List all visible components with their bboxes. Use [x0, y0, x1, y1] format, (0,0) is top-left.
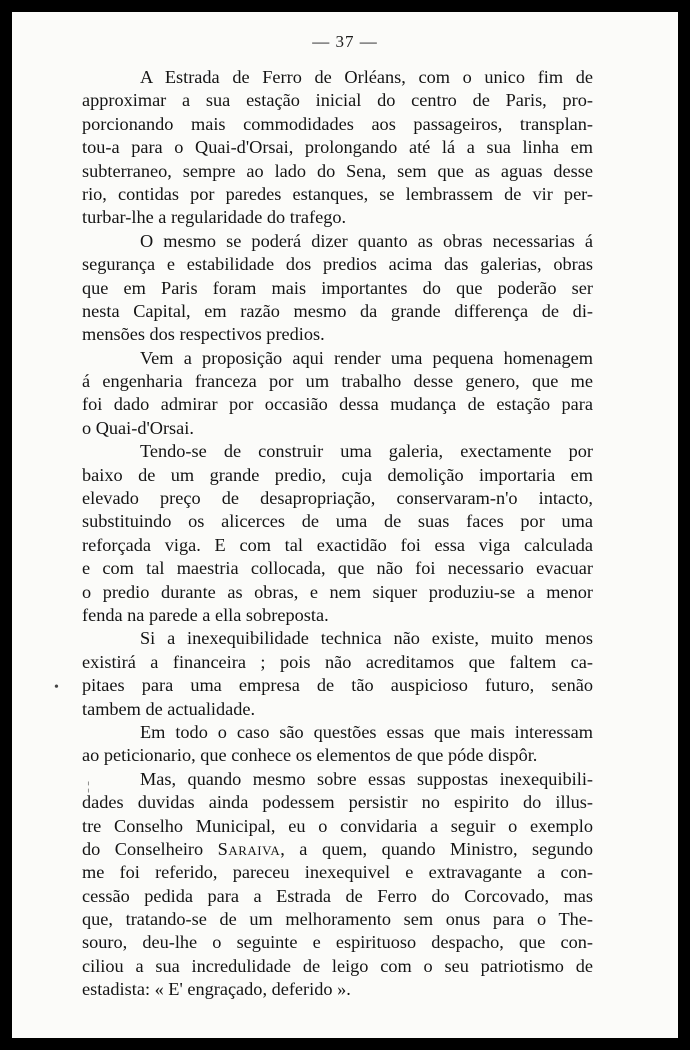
paragraph-4	[82, 440, 593, 627]
text-line: tre Conselho Municipal, eu o convidaria a seguir o exemplo	[82, 815, 593, 836]
text-line: Vem a proposição aqui render uma pequena homenagem	[140, 347, 593, 368]
page-number: — 37 —	[312, 32, 378, 51]
text-line: O mesmo se poderá dizer quanto as obras necessarias á	[140, 230, 593, 251]
text-line: fenda na parede a ella sobreposta.	[82, 604, 329, 625]
text-line: que em Paris foram mais importantes do que poderão ser	[82, 277, 593, 298]
text-line: Si a inexequibilidade technica não existe, muito menos	[140, 628, 593, 649]
person-name: Saraiva	[217, 838, 281, 859]
text-line: ciliou a sua incredulidade de leigo com o seu patriotismo de	[82, 955, 593, 976]
paragraph-6	[82, 721, 593, 768]
text-line: o Quai-d'Orsai.	[82, 417, 194, 438]
text-line: dades duvidas ainda podessem persistir no espirito do illus-	[82, 792, 593, 813]
text-line: segurança e estabilidade dos predios acima das galerias, obras	[82, 254, 593, 275]
text-line: tou-a para o Quai-d'Orsai, prolongando até lá a sua linha em	[82, 137, 593, 158]
text-line: A Estrada de Ferro de Orléans, com o unico fim de	[140, 67, 593, 87]
paragraph-5	[82, 627, 593, 721]
body-text	[82, 66, 593, 1002]
text-line: tambem de actualidade.	[82, 698, 256, 719]
text-fragment: do Conselheiro	[82, 838, 218, 859]
text-line: approximar a sua estação inicial do centro de Paris, pro-	[82, 90, 593, 111]
text-line: elevado preço de desapropriação, conservaram-n'o intacto,	[82, 488, 593, 509]
text-line: Tendo-se de construir uma galeria, exectamente por	[140, 441, 593, 462]
paragraph-1	[82, 66, 593, 230]
text-line: turbar-lhe a regularidade do trafego.	[82, 207, 347, 228]
text-line: rio, contidas por paredes estanques, se lembrassem de vir per-	[82, 183, 593, 204]
text-line: me foi referido, pareceu inexequivel e extravagante a con-	[82, 862, 593, 883]
text-line: subterraneo, sempre ao lado do Sena, sem que as aguas desse	[82, 160, 593, 181]
text-line: substituindo os alicerces de uma de suas faces por uma	[82, 511, 593, 532]
paragraph-7	[82, 768, 593, 1002]
text-line: ao peticionario, que conhece os elementos de que póde dispôr.	[82, 745, 538, 766]
book-page	[12, 12, 678, 1038]
text-line: que, tratando-se de um melhoramento sem onus para o The-	[82, 909, 593, 930]
text-fragment: , a quem, quando Ministro, segundo	[280, 838, 593, 859]
text-line: souro, deu-lhe o seguinte e espirituoso despacho, que con-	[82, 932, 593, 953]
text-line: Em todo o caso são questões essas que mais interessam	[140, 721, 593, 742]
paragraph-2	[82, 230, 593, 347]
text-line	[82, 838, 593, 861]
text-line: Mas, quando mesmo sobre essas suppostas inexequibili-	[140, 768, 593, 789]
text-line: reforçada viga. E com tal exactidão foi essa viga calculada	[82, 534, 593, 555]
paragraph-3	[82, 347, 593, 441]
text-line: estadista: « E' engraçado, deferido ».	[82, 979, 351, 1000]
text-line: pitaes para uma empresa de tão auspicioso futuro, senão	[82, 675, 593, 696]
text-line: foi dado admirar por occasião dessa mudança de estação para	[82, 394, 593, 415]
text-line: e com tal maestria collocada, que não foi necessario evacuar	[82, 558, 593, 579]
text-line: á engenharia franceza por um trabalho desse genero, que me	[82, 371, 593, 392]
text-line: existirá a financeira ; pois não acreditamos que faltem ca-	[82, 651, 593, 672]
text-line: baixo de um grande predio, cuja demolição importaria em	[82, 464, 593, 485]
text-line: porcionando mais commodidades aos passageiros, transplan-	[82, 113, 593, 134]
text-line: o predio durante as obras, e nem siquer produziu-se a menor	[82, 581, 593, 602]
text-line: cessão pedida para a Estrada de Ferro do Corcovado, mas	[82, 885, 593, 906]
margin-mark: •	[54, 680, 59, 695]
text-line: nesta Capital, em razão mesmo da grande differença de di-	[82, 300, 593, 321]
text-line: mensões dos respectivos predios.	[82, 324, 325, 345]
margin-mark: ¦	[87, 778, 90, 793]
